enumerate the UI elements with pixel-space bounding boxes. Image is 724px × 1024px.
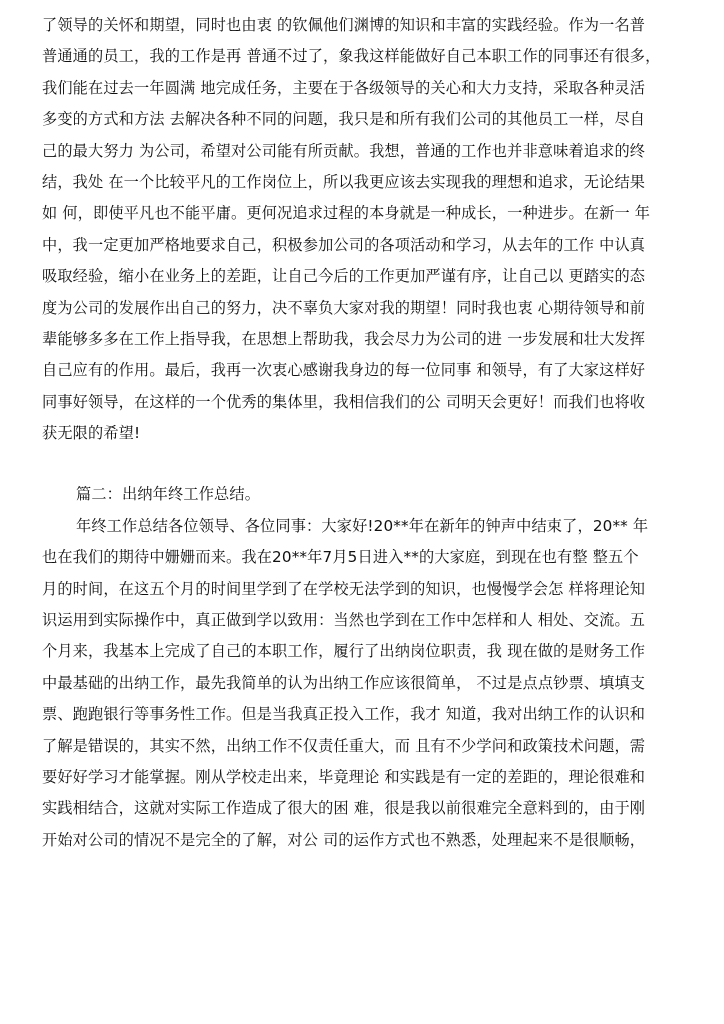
text-line: 多变的方式和方法 去解决各种不同的问题，我只是和所有我们公司的其他员工一样，尽自 <box>42 110 646 129</box>
text-line: 自己应有的作用。最后，我再一次衷心感谢我身边的每一位同事 和领导，有了大家这样好 <box>42 361 646 380</box>
text-line: 同事好领导，在这样的一个优秀的集体里，我相信我们的公 司明天会更好！而我们也将收 <box>42 392 646 411</box>
text-line: 年终工作总结各位领导、各位同事：大家好!20**年在新年的钟声中结束了，20** 年 <box>76 516 649 535</box>
text-line: 了领导的关怀和期望，同时也由衷 的钦佩他们渊博的知识和丰富的实践经验。作为一名普 <box>42 16 646 34</box>
section-heading: 篇二：出纳年终工作总结。 <box>76 485 261 504</box>
text-line: 辈能够多多在工作上指导我，在思想上帮助我，我会尽力为公司的进 一步发展和壮大发挥 <box>42 329 646 348</box>
text-line: 月的时间，在这五个月的时间里学到了在学校无法学到的知识，也慢慢学会怎 样将理论知 <box>42 579 646 598</box>
text-line: 中，我一定更加严格地要求自己，积极参加公司的各项活动和学习，从去年的工作 中认真 <box>42 235 646 254</box>
text-line: 普通通的员工，我的工作是再 普通不过了，象我这样能做好自己本职工作的同事还有很多， <box>42 47 661 66</box>
text-line: 如 何，即使平凡也不能平庸。更何况追求过程的本身就是一种成长，一种进步。在新一 年 <box>42 204 651 223</box>
text-line: 结，我处 在一个比较平凡的工作岗位上，所以我更应该去实现我的理想和追求，无论结果 <box>42 172 646 191</box>
text-line: 我们能在过去一年圆满 地完成任务，主要在于各级领导的关心和大力支持，采取各种灵活 <box>42 78 646 97</box>
text-line: 个月来，我基本上完成了自己的本职工作，履行了出纳岗位职责，我 现在做的是财务工作 <box>42 642 646 661</box>
text-line: 度为公司的发展作出自己的努力，决不辜负大家对我的期望！同时我也衷 心期待领导和前 <box>42 298 646 317</box>
document-page <box>42 10 690 856</box>
text-line: 实践相结合，这就对实际工作造成了很大的困 难，很是我以前很难完全意料到的，由于刚 <box>42 799 646 818</box>
paragraph-gap <box>42 449 690 479</box>
text-line: 中最基础的出纳工作，最先我简单的认为出纳工作应该很简单， 不过是点点钞票、填填支 <box>42 673 646 692</box>
text-line: 票、跑跑银行等事务性工作。但是当我真正投入工作，我才 知道，我对出纳工作的认识和 <box>42 705 646 724</box>
text-line: 开始对公司的情况不是完全的了解，对公 司的运作方式也不熟悉，处理起来不是很顺畅， <box>42 830 646 849</box>
text-line: 获无限的希望! <box>42 424 141 443</box>
section-1-body <box>42 10 690 449</box>
text-line: 识运用到实际操作中，真正做到学以致用：当然也学到在工作中怎样和人 相处、交流。五 <box>42 611 646 630</box>
text-line: 也在我们的期待中姗姗而来。我在20**年7月5日进入**的大家庭，到现在也有整 整五个 <box>42 548 639 567</box>
text-line: 己的最大努力 为公司，希望对公司能有所贡献。我想，普通的工作也并非意味着追求的终 <box>42 141 646 160</box>
text-line: 吸取经验，缩小在业务上的差距，让自己今后的工作更加严谨有序，让自己以 更踏实的态 <box>42 267 646 286</box>
text-line: 了解是错误的，其实不然，出纳工作不仅责任重大，而 且有不少学问和政策技术问题，需 <box>42 736 646 755</box>
text-line: 要好好学习才能掌握。刚从学校走出来，毕竟理论 和实践是有一定的差距的，理论很难和 <box>42 767 646 786</box>
section-2 <box>42 479 690 856</box>
